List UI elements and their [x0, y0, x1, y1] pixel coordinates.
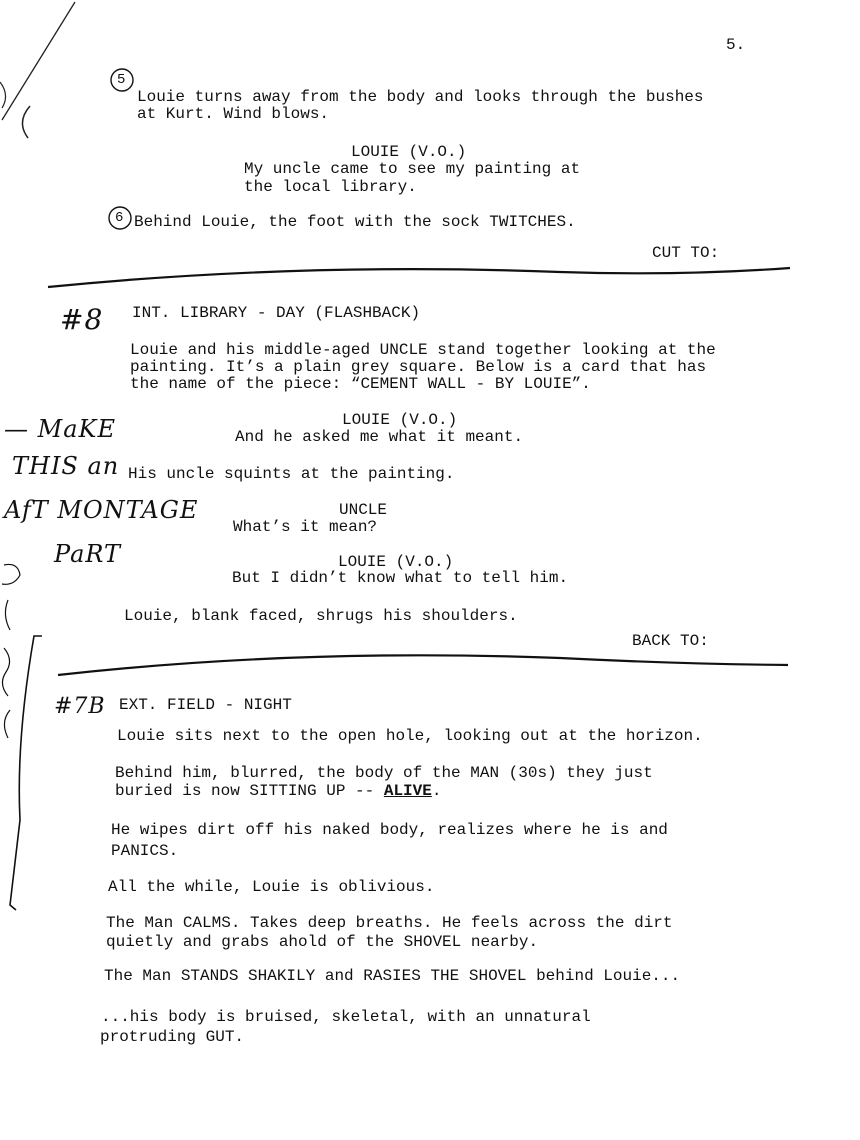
- action-line: His uncle squints at the painting.: [128, 465, 455, 483]
- character-cue: LOUIE (V.O.): [342, 411, 458, 429]
- action-line: Behind Louie, the foot with the sock TWITCHES.: [134, 213, 576, 231]
- action-line: protruding GUT.: [100, 1028, 245, 1046]
- shot-5-marker: 5: [117, 72, 126, 88]
- action-line: [115, 783, 441, 800]
- action-line: The Man STANDS SHAKILY and RASIES THE SHOVEL behind Louie...: [104, 967, 681, 985]
- action-line: All the while, Louie is oblivious.: [108, 878, 435, 896]
- margin-paren-mark: [22, 106, 30, 138]
- action-line: The Man CALMS. Takes deep breaths. He feels across the dirt: [106, 914, 673, 932]
- margin-squiggle-3: [4, 710, 10, 738]
- action-line: Louie, blank faced, shrugs his shoulders.: [124, 607, 518, 625]
- handwritten-note-line: PaRT: [54, 540, 122, 568]
- action-line: the name of the piece: “CEMENT WALL - BY LOUIE”.: [130, 375, 591, 393]
- margin-arc-mark: [0, 82, 6, 108]
- handwritten-note-line: THIS an: [12, 452, 120, 480]
- dialogue-line: But I didn’t know what to tell him.: [232, 569, 569, 587]
- margin-squiggle-1: [5, 600, 10, 630]
- character-cue: UNCLE: [339, 501, 388, 519]
- dialogue-line: My uncle came to see my painting at: [244, 160, 581, 178]
- handwritten-note-line: AfT MONTAGE: [4, 496, 199, 524]
- transition: CUT TO:: [652, 244, 720, 262]
- character-cue: LOUIE (V.O.): [338, 553, 454, 571]
- divider-line-top: [48, 268, 790, 287]
- character-cue: LOUIE (V.O.): [351, 143, 467, 161]
- action-text: buried is now SITTING UP --: [115, 782, 384, 800]
- margin-bracket: [10, 636, 42, 910]
- dialogue-line: the local library.: [244, 178, 417, 196]
- action-line: Louie and his middle-aged UNCLE stand together looking at the: [130, 341, 716, 359]
- margin-squiggle-2: [2, 648, 9, 696]
- action-line: Louie turns away from the body and looks through the bushes: [137, 88, 704, 106]
- page-number: 5.: [726, 36, 746, 54]
- scene-number-annotation: #8: [60, 303, 104, 336]
- shot-6-marker: 6: [115, 210, 124, 226]
- action-line: ...his body is bruised, skeletal, with an unnatural: [101, 1008, 591, 1026]
- scene-number-annotation: #7B: [54, 694, 106, 719]
- action-line: PANICS.: [111, 842, 179, 860]
- emphasis-alive: ALIVE: [383, 782, 432, 800]
- handwritten-note-line: — MaKE: [4, 415, 116, 443]
- corner-slash-line: [2, 2, 75, 120]
- scene-heading: INT. LIBRARY - DAY (FLASHBACK): [132, 304, 421, 322]
- divider-line-bottom: [58, 655, 788, 675]
- margin-circle-mark: [2, 564, 20, 584]
- action-line: Louie sits next to the open hole, looking out at the horizon.: [117, 727, 703, 745]
- dialogue-line: What’s it mean?: [233, 518, 378, 536]
- action-line: He wipes dirt off his naked body, realizes where he is and: [111, 821, 668, 839]
- transition: BACK TO:: [632, 632, 709, 650]
- scene-heading: EXT. FIELD - NIGHT: [119, 696, 292, 714]
- action-text: .: [431, 782, 442, 800]
- action-line: quietly and grabs ahold of the SHOVEL nearby.: [106, 933, 539, 951]
- action-line: at Kurt. Wind blows.: [137, 105, 330, 123]
- dialogue-line: And he asked me what it meant.: [235, 428, 524, 446]
- action-line: Behind him, blurred, the body of the MAN (30s) they just: [115, 764, 653, 782]
- action-line: painting. It’s a plain grey square. Below is a card that has: [130, 358, 707, 376]
